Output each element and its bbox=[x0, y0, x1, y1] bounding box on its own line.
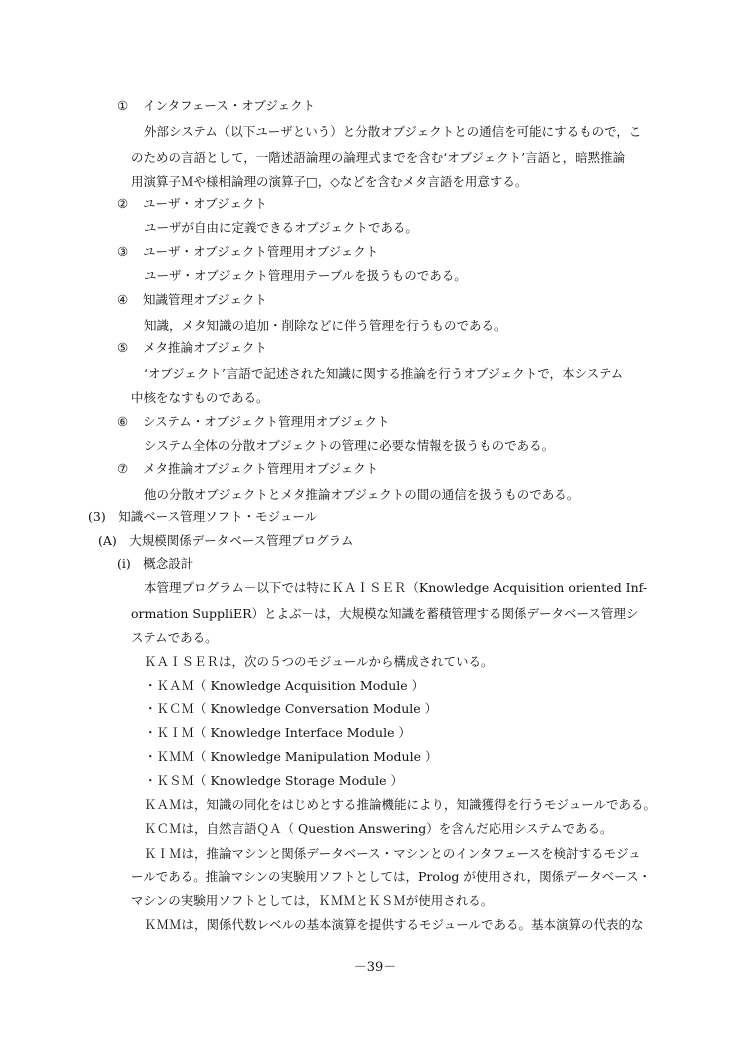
item-6-title: システム・オブジェクト管理用オブジェクト bbox=[143, 414, 390, 429]
item-1-body-line-1: 外部システム（以下ユーザという）と分散オブジェクトとの通信を可能にするもので，こ bbox=[144, 124, 642, 139]
desc-kim-line-1: ＫＩＭは，推論マシンと関係データベース・マシンとのインタフェースを検討するモジュ bbox=[144, 846, 641, 861]
item-4-title: 知識管理オブジェクト bbox=[143, 292, 267, 307]
item-1-heading bbox=[117, 98, 315, 114]
item-5-body-line-1: ‘オブジェクト’言語で記述された知識に関する推論を行うオブジェクトで，本システム bbox=[144, 366, 624, 381]
item-2-body-line-1: ユーザが自由に定義できるオブジェクトである。 bbox=[144, 220, 418, 235]
section-3-heading: (3) 知識ベース管理ソフト・モジュール bbox=[88, 509, 318, 524]
item-1-number: ① bbox=[117, 98, 129, 113]
item-1-title: インタフェース・オブジェクト bbox=[143, 98, 316, 113]
item-1-body-line-3: 用演算子Ｍや様相論理の演算子□，◇などを含むメタ言語を用意する。 bbox=[131, 174, 528, 189]
item-5-heading bbox=[117, 340, 267, 356]
kaiser-para-line-2: ormation SuppliER）とよぶ－は，大規模な知識を蓄積管理する関係データベース管理シ bbox=[131, 606, 639, 621]
desc-kim-line-2: ールである。推論マシンの実験用ソフトとしては，Prolog が使用され，関係データベース・ bbox=[131, 869, 651, 884]
item-5-body-line-2: 中核をなすものである。 bbox=[131, 390, 269, 405]
item-5-number: ⑤ bbox=[117, 340, 129, 355]
module-list-item-kim: ・ＫＩＭ（ Knowledge Interface Module ） bbox=[144, 725, 411, 740]
desc-kim-line-3: マシンの実験用ソフトとしては，ＫＭＭとＫＳＭが使用される。 bbox=[131, 893, 494, 908]
item-2-number: ② bbox=[117, 196, 129, 211]
item-3-number: ③ bbox=[117, 244, 129, 259]
page-number: －39－ bbox=[353, 960, 397, 975]
desc-kam: ＫＡＭは，知識の同化をはじめとする推論機能により，知識獲得を行うモジュールである。 bbox=[144, 797, 657, 812]
item-5-title: メタ推論オブジェクト bbox=[143, 340, 267, 355]
module-list-item-kam: ・ＫＡＭ（ Knowledge Acquisition Module ） bbox=[144, 678, 425, 693]
item-2-heading bbox=[117, 196, 267, 212]
item-7-body-line-1: 他の分散オブジェクトとメタ推論オブジェクトの間の通信を扱うものである。 bbox=[144, 487, 580, 502]
item-3-heading bbox=[117, 244, 378, 260]
item-6-number: ⑥ bbox=[117, 414, 129, 429]
item-3-body-line-1: ユーザ・オブジェクト管理用テーブルを扱うものである。 bbox=[144, 268, 467, 283]
item-6-heading bbox=[117, 414, 390, 430]
item-2-title: ユーザ・オブジェクト bbox=[143, 196, 267, 211]
item-4-number: ④ bbox=[117, 292, 129, 307]
module-list-item-ksm: ・ＫＳＭ（ Knowledge Storage Module ） bbox=[144, 773, 404, 788]
module-list-item-kmm: ・ＫＭＭ（ Knowledge Manipulation Module ） bbox=[144, 749, 438, 764]
item-4-body-line-1: 知識，メタ知識の追加・削除などに伴う管理を行うものである。 bbox=[144, 318, 507, 333]
item-7-heading bbox=[117, 461, 378, 477]
section-a-heading: (A) 大規模関係データベース管理プログラム bbox=[98, 533, 354, 548]
kaiser-para-line-3: ステムである。 bbox=[131, 630, 218, 645]
item-3-title: ユーザ・オブジェクト管理用オブジェクト bbox=[143, 244, 379, 259]
section-i-heading: (i) 概念設計 bbox=[117, 556, 194, 571]
desc-kcm: ＫＣＭは，自然言語ＱＡ（ Question Answering）を含んだ応用システムである。 bbox=[144, 821, 613, 836]
item-7-number: ⑦ bbox=[117, 461, 129, 476]
modules-intro: ＫＡＩＳＥＲは，次の５つのモジュールから構成されている。 bbox=[144, 654, 494, 669]
desc-kmm-line-1: ＫＭＭは，関係代数レベルの基本演算を提供するモジュールである。基本演算の代表的な bbox=[144, 917, 644, 932]
kaiser-para-line-1: 本管理プログラム－以下では特にＫＡＩＳＥＲ（Knowledge Acquisition oriented Inf- bbox=[144, 580, 648, 595]
item-1-body-line-2: のための言語として，一階述語論理の論理式までを含む‘オブジェクト’言語と，暗黙推論 bbox=[131, 150, 626, 165]
item-4-heading bbox=[117, 292, 267, 308]
module-list-item-kcm: ・ＫＣＭ（ Knowledge Conversation Module ） bbox=[144, 701, 438, 716]
item-7-title: メタ推論オブジェクト管理用オブジェクト bbox=[143, 461, 379, 476]
item-6-body-line-1: システム全体の分散オブジェクトの管理に必要な情報を扱うものである。 bbox=[144, 438, 555, 453]
